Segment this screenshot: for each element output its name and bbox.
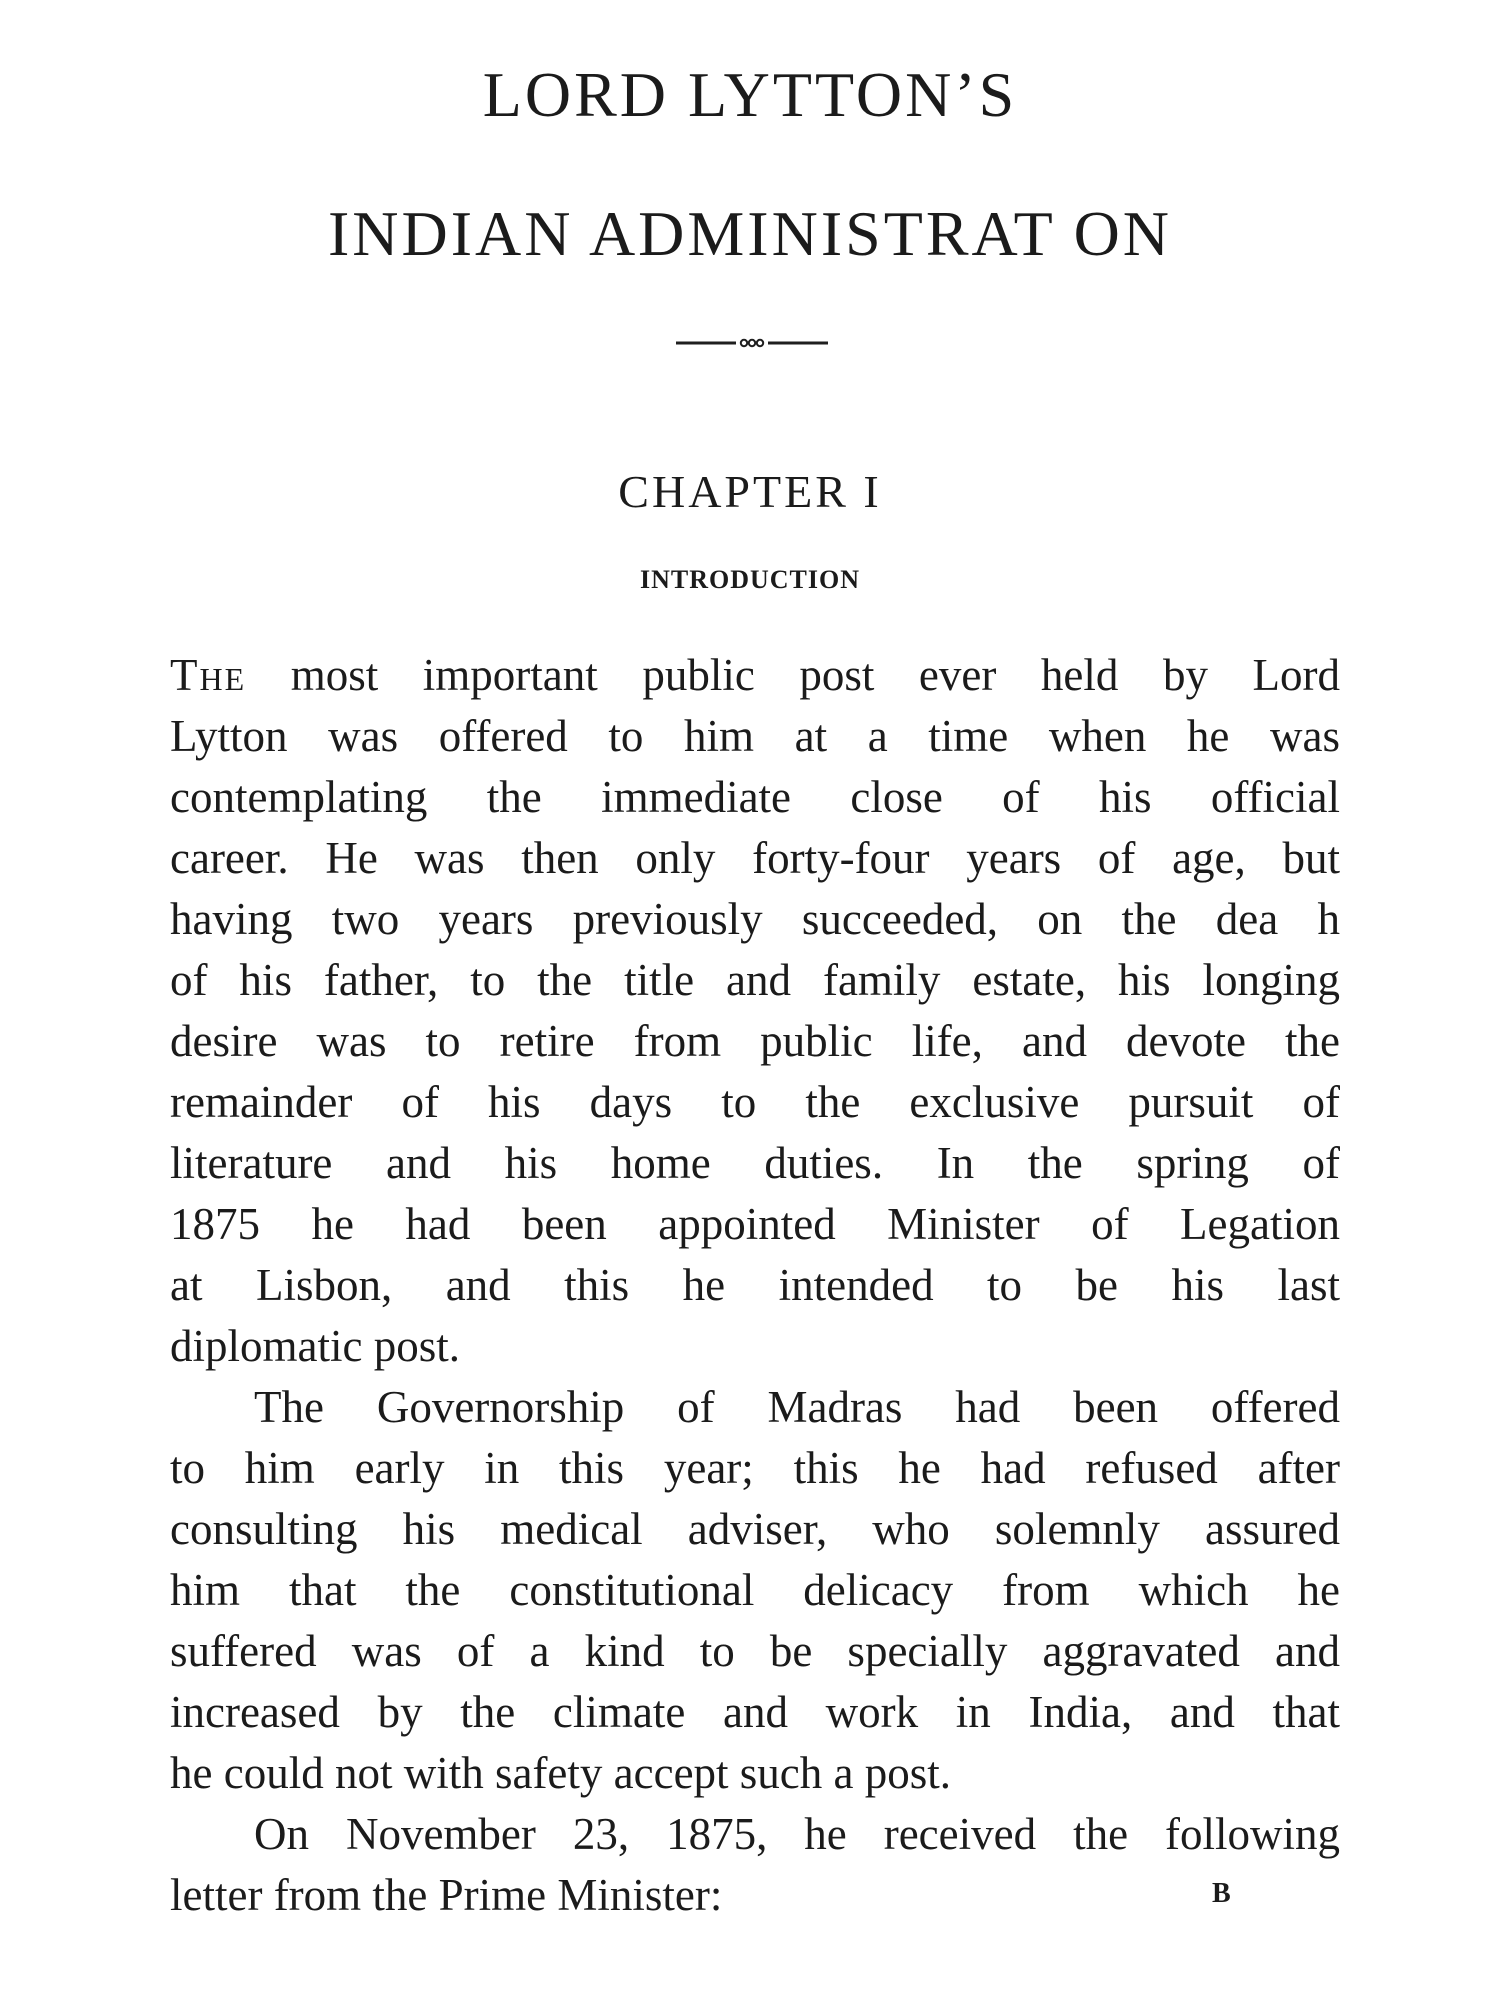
paragraph-2-line-1: The Governorship of Madras had been offered: [254, 1382, 1340, 1432]
paragraph-1-line-5: having two years previously succeeded, on the dea h: [170, 894, 1340, 944]
paragraph-2-line-6: increased by the climate and work in India, and that: [170, 1687, 1340, 1737]
signature-mark: B: [1212, 1878, 1231, 1909]
paragraph-1-line-9: literature and his home duties. In the spring of: [170, 1138, 1340, 1188]
paragraph-1-line-7: desire was to retire from public life, and devote the: [170, 1016, 1340, 1066]
paragraph-1-line-10: 1875 he had been appointed Minister of Legation: [170, 1199, 1340, 1249]
paragraph-1-line-2: Lytton was offered to him at a time when he was: [170, 711, 1340, 761]
paragraph-1-line-11: at Lisbon, and this he intended to be his last: [170, 1260, 1340, 1310]
chapter-subtitle: INTRODUCTION: [639, 565, 861, 594]
paragraph-1-line-6: of his father, to the title and family estate, his longing: [170, 955, 1340, 1005]
paragraph-1-line-12: diplomatic post.: [170, 1321, 460, 1371]
paragraph-2-line-4: him that the constitutional delicacy from which he: [170, 1565, 1340, 1615]
ornament-divider: [676, 334, 828, 352]
paragraph-2-line-5: suffered was of a kind to be specially aggravated and: [170, 1626, 1340, 1676]
chapter-heading: CHAPTER I: [618, 466, 882, 517]
title-line-2: INDIAN ADMINISTRAT ON: [327, 198, 1173, 269]
paragraph-2-line-3: consulting his medical adviser, who solemnly assured: [170, 1504, 1340, 1554]
paragraph-2-line-2: to him early in this year; this he had refused after: [170, 1443, 1340, 1493]
paragraph-1-lead-word: The: [170, 650, 247, 700]
body-text: [170, 645, 1340, 1926]
paragraph-1-line-8: remainder of his days to the exclusive pursuit of: [170, 1077, 1340, 1127]
paragraph-1-line-1: [170, 645, 1340, 706]
title-line-1: LORD LYTTON’S: [482, 59, 1018, 130]
paragraph-3-line-2: letter from the Prime Minister:: [170, 1870, 723, 1920]
paragraph-1-line-1-rest: most important public post ever held by Lord: [246, 650, 1340, 700]
paragraph-1-line-4: career. He was then only forty-four years of age, but: [170, 833, 1340, 883]
paragraph-3-line-1: On November 23, 1875, he received the following: [254, 1809, 1340, 1859]
paragraph-2-line-7: he could not with safety accept such a post.: [170, 1748, 952, 1798]
paragraph-1-line-3: contemplating the immediate close of his official: [170, 772, 1340, 822]
